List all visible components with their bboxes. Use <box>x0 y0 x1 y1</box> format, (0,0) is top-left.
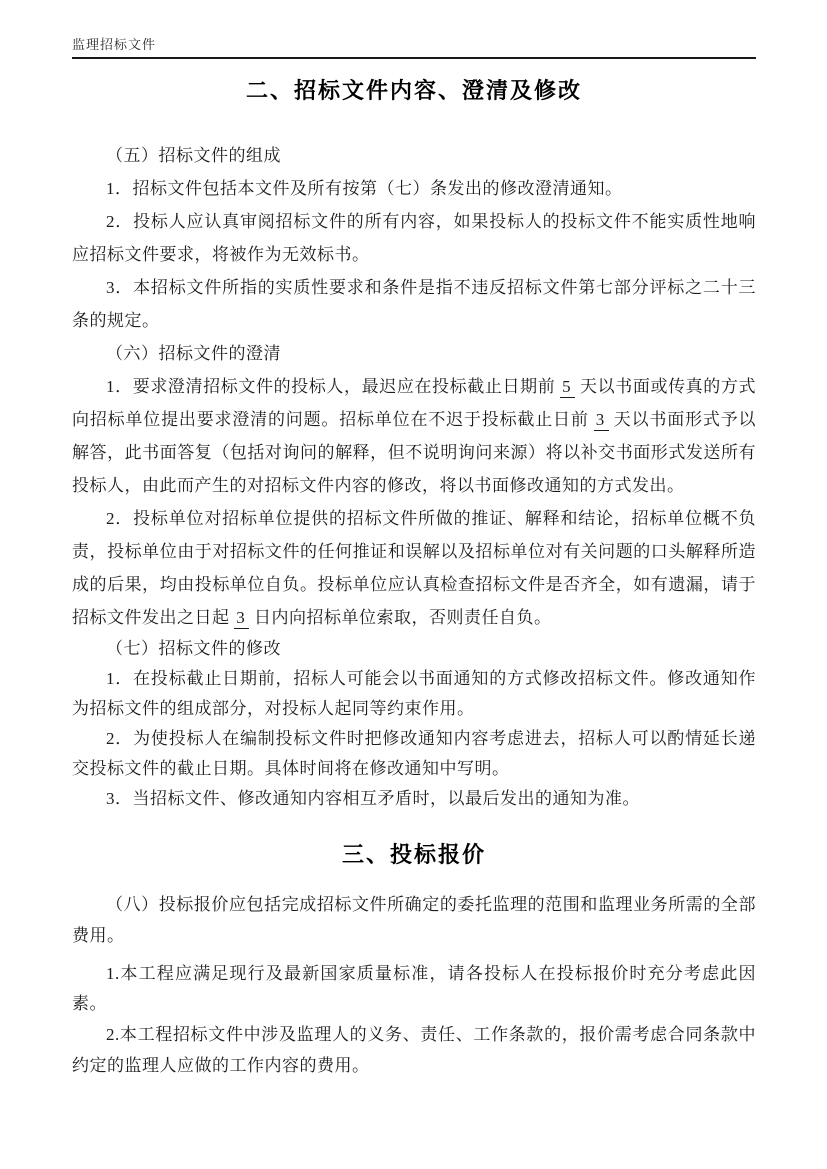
text-segment: 1．要求澄清招标文件的投标人，最迟应在投标截止日期前 <box>106 377 561 396</box>
section-title-contents-clarification: 二、招标文件内容、澄清及修改 <box>245 78 582 103</box>
paragraph: 1．招标文件包括本文件及所有按第（七）条发出的修改澄清通知。 <box>106 179 623 198</box>
page-header <box>72 36 756 59</box>
header-doc-label: 监理招标文件 <box>72 37 157 52</box>
paragraph-5-heading: （五）招标文件的组成 <box>106 146 281 165</box>
paragraph-7-heading: （七）招标文件的修改 <box>106 639 281 658</box>
section-title-bid-price: 三、投标报价 <box>341 842 486 867</box>
paragraph: 2.本工程招标文件中涉及监理人的义务、责任、工作条款的，报价需考虑合同条款中约定的监理人应做的工作内容的费用。 <box>72 1025 756 1075</box>
paragraph: 2．投标人应认真审阅招标文件的所有内容，如果投标人的投标文件不能实质性地响应招标文件要求，将被作为无效标书。 <box>72 212 756 264</box>
underlined-number: 3 <box>594 410 609 431</box>
text-segment: 2．投标单位对招标单位提供的招标文件所做的推证、解释和结论，招标单位概不负责，投标单位由于对招标文件的任何推证和误解以及招标单位对有关问题的口头解释所造成的后果，均由投标单位自负。投标单位应认真检查招标文件是否齐全，如有遗漏，请于招标文件发出之日起 <box>72 509 756 627</box>
underlined-number: 3 <box>234 608 249 629</box>
paragraph: 2．为使投标人在编制投标文件时把修改通知内容考虑进去，招标人可以酌情延长递交投标文件的截止日期。具体时间将在修改通知中写明。 <box>72 729 756 778</box>
paragraph-6-heading: （六）招标文件的澄清 <box>106 344 281 363</box>
text-segment: 天以书面或传真的方式向招标单位提出要求澄清的问题。招标单位在不迟于投标截止日前 <box>72 377 757 429</box>
paragraph: 1．在投标截止日期前，招标人可能会以书面通知的方式修改招标文件。修改通知作为招标文件的组成部分，对投标人起同等约束作用。 <box>72 669 756 718</box>
paragraph-8-heading: （八）投标报价应包括完成招标文件所确定的委托监理的范围和监理业务所需的全部费用。 <box>72 895 756 945</box>
paragraph <box>72 502 756 634</box>
paragraph: 1.本工程应满足现行及最新国家质量标准，请各投标人在投标报价时充分考虑此因素。 <box>72 964 756 1013</box>
paragraph <box>72 370 756 502</box>
paragraph: 3．本招标文件所指的实质性要求和条件是指不违反招标文件第七部分评标之二十三条的规定。 <box>72 278 756 330</box>
underlined-number: 5 <box>560 377 575 398</box>
text-segment: 天以书面形式予以解答，此书面答复（包括对询问的解释，但不说明询问来源）将以补交书面形式发送所有投标人，由此而产生的对招标文件内容的修改，将以书面修改通知的方式发出。 <box>72 410 757 495</box>
paragraph: 3．当招标文件、修改通知内容相互矛盾时，以最后发出的通知为准。 <box>106 789 640 808</box>
text-segment: 日内向招标单位索取，否则责任自负。 <box>249 608 552 627</box>
